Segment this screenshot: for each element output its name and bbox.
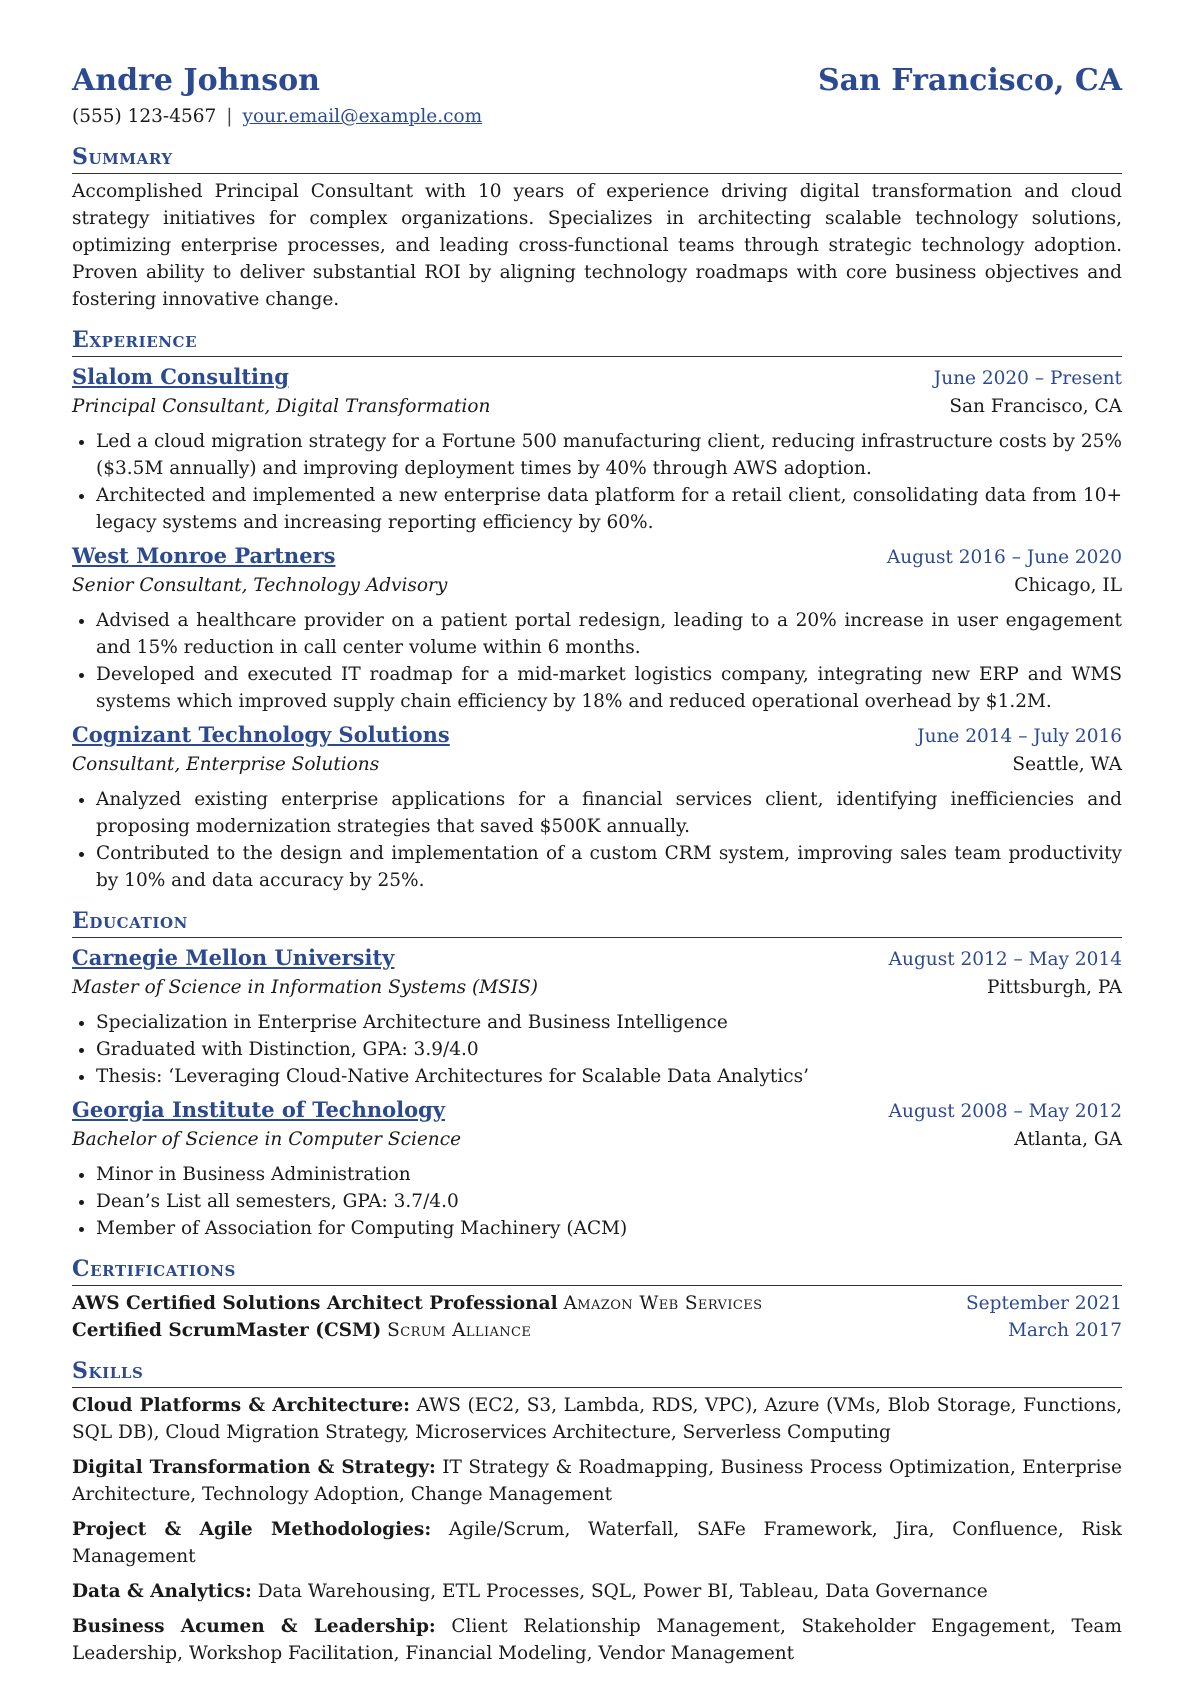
job-dates: June 2020 – Present: [933, 368, 1122, 389]
job-bullets: [72, 428, 1122, 536]
certification-name: Certified ScrumMaster (CSM): [72, 1320, 382, 1341]
skill-category: Digital Transformation & Strategy:: [72, 1457, 436, 1478]
job-bullet: • Analyzed existing enterprise applications for a financial services client, identifying inefficiencies and proposing modernization strategies that saved $500K annually.: [96, 786, 1122, 840]
education-bullet: • Minor in Business Administration: [96, 1161, 1122, 1188]
education-heading: Education: [72, 906, 1122, 938]
resume-page: [72, 62, 1122, 1667]
skill-items: Client Relationship Management, Stakeholder Engagement, Team Leadership, Workshop Facilitation, Financial Modeling, Vendor Management: [72, 1616, 1122, 1664]
experience-entry: [72, 540, 1122, 715]
certifications-list: [72, 1290, 1122, 1344]
job-bullet: • Advised a healthcare provider on a patient portal redesign, leading to a 20% increase in user engagement and 15% reduction in call center volume within 6 months.: [96, 607, 1122, 661]
education-bullet: • Thesis: ‘Leveraging Cloud-Native Architectures for Scalable Data Analytics’: [96, 1063, 1122, 1090]
skill-category: Project & Agile Methodologies:: [72, 1519, 432, 1540]
school-link[interactable]: Carnegie Mellon University: [72, 945, 395, 970]
skills-list: [72, 1392, 1122, 1667]
education-entry: [72, 1094, 1122, 1242]
job-bullet: • Developed and executed IT roadmap for a mid-market logistics company, integrating new ERP and WMS systems which improved supply chain efficiency by 18% and reduced operational overhead by $1.2M.: [96, 661, 1122, 715]
skill-items: Data Warehousing, ETL Processes, SQL, Power BI, Tableau, Data Governance: [257, 1581, 988, 1602]
job-location: Chicago, IL: [1014, 575, 1122, 596]
job-location: Seattle, WA: [1012, 754, 1122, 775]
certification-issuer: Scrum Alliance: [387, 1320, 532, 1341]
company-link[interactable]: Slalom Consulting: [72, 364, 289, 389]
education-bullet: • Graduated with Distinction, GPA: 3.9/4.0: [96, 1036, 1122, 1063]
education-dates: August 2012 – May 2014: [888, 949, 1122, 970]
contact-line: [72, 104, 1122, 130]
job-bullet: • Contributed to the design and implementation of a custom CRM system, improving sales team productivity by 10% and data accuracy by 25%.: [96, 840, 1122, 894]
education-bullets: [72, 1161, 1122, 1242]
education-bullets: [72, 1009, 1122, 1090]
job-location: San Francisco, CA: [949, 396, 1122, 417]
job-title: Principal Consultant, Digital Transformation: [72, 396, 491, 417]
certification-date: September 2021: [966, 1293, 1122, 1314]
job-title: Senior Consultant, Technology Advisory: [72, 575, 448, 596]
education-entry: [72, 942, 1122, 1090]
certifications-heading: Certifications: [72, 1254, 1122, 1286]
skill-category: Business Acumen & Leadership:: [72, 1616, 436, 1637]
job-dates: August 2016 – June 2020: [886, 547, 1122, 568]
candidate-name: Andre Johnson: [72, 63, 320, 98]
summary-text: Accomplished Principal Consultant with 10 years of experience driving digital transformation and cloud strategy initiatives for complex organizations. Specializes in architecting scalable technology solutions, optimizing enterprise processes, and leading cross-functional teams through strategic technology adoption. Proven ability to deliver substantial ROI by aligning technology roadmaps with core business objectives and fostering innovative change.: [72, 181, 1122, 310]
job-bullet: • Architected and implemented a new enterprise data platform for a retail client, consolidating data from 10+ legacy systems and increasing reporting efficiency by 60%.: [96, 482, 1122, 536]
certification-row: [72, 1317, 1122, 1344]
contact-separator: |: [226, 106, 233, 127]
skill-group: [72, 1578, 1122, 1605]
certification-row: [72, 1290, 1122, 1317]
candidate-location: San Francisco, CA: [817, 63, 1122, 98]
skill-group: [72, 1392, 1122, 1446]
company-link[interactable]: Cognizant Technology Solutions: [72, 722, 450, 747]
email-link[interactable]: your.email@example.com: [242, 106, 483, 127]
experience-entry: [72, 361, 1122, 536]
job-bullets: [72, 786, 1122, 894]
education-bullet: • Member of Association for Computing Machinery (ACM): [96, 1215, 1122, 1242]
phone-number: (555) 123-4567: [72, 106, 217, 127]
skills-heading: Skills: [72, 1356, 1122, 1388]
skill-group: [72, 1516, 1122, 1570]
certification-date: March 2017: [1007, 1320, 1122, 1341]
resume-header: [72, 62, 1122, 100]
education-dates: August 2008 – May 2012: [888, 1101, 1122, 1122]
certification-name: AWS Certified Solutions Architect Professional: [72, 1293, 558, 1314]
skill-items: AWS (EC2, S3, Lambda, RDS, VPC), Azure (VMs, Blob Storage, Functions, SQL DB), Cloud Migration Strategy, Microservices Architecture, Serverless Computing: [72, 1395, 1122, 1443]
experience-entry: [72, 719, 1122, 894]
education-bullet: • Dean’s List all semesters, GPA: 3.7/4.0: [96, 1188, 1122, 1215]
experience-heading: Experience: [72, 325, 1122, 357]
degree-title: Master of Science in Information Systems (MSIS): [72, 977, 539, 998]
company-link[interactable]: West Monroe Partners: [72, 543, 336, 568]
job-dates: June 2014 – July 2016: [917, 726, 1122, 747]
skill-category: Cloud Platforms & Architecture:: [72, 1395, 410, 1416]
school-location: Atlanta, GA: [1014, 1129, 1122, 1150]
job-bullet: • Led a cloud migration strategy for a Fortune 500 manufacturing client, reducing infrastructure costs by 25% ($3.5M annually) and improving deployment times by 40% through AWS adoption.: [96, 428, 1122, 482]
summary-heading: Summary: [72, 142, 1122, 174]
job-bullets: [72, 607, 1122, 715]
certification-issuer: Amazon Web Services: [563, 1293, 763, 1314]
school-link[interactable]: Georgia Institute of Technology: [72, 1097, 446, 1122]
school-location: Pittsburgh, PA: [987, 977, 1122, 998]
degree-title: Bachelor of Science in Computer Science: [72, 1129, 462, 1150]
skill-group: [72, 1454, 1122, 1508]
skill-group: [72, 1613, 1122, 1667]
job-title: Consultant, Enterprise Solutions: [72, 754, 380, 775]
education-bullet: • Specialization in Enterprise Architecture and Business Intelligence: [96, 1009, 1122, 1036]
skill-items: Agile/Scrum, Waterfall, SAFe Framework, Jira, Confluence, Risk Management: [72, 1519, 1122, 1567]
skill-items: IT Strategy & Roadmapping, Business Process Optimization, Enterprise Architecture, Technology Adoption, Change Management: [72, 1457, 1122, 1505]
skill-category: Data & Analytics:: [72, 1581, 252, 1602]
